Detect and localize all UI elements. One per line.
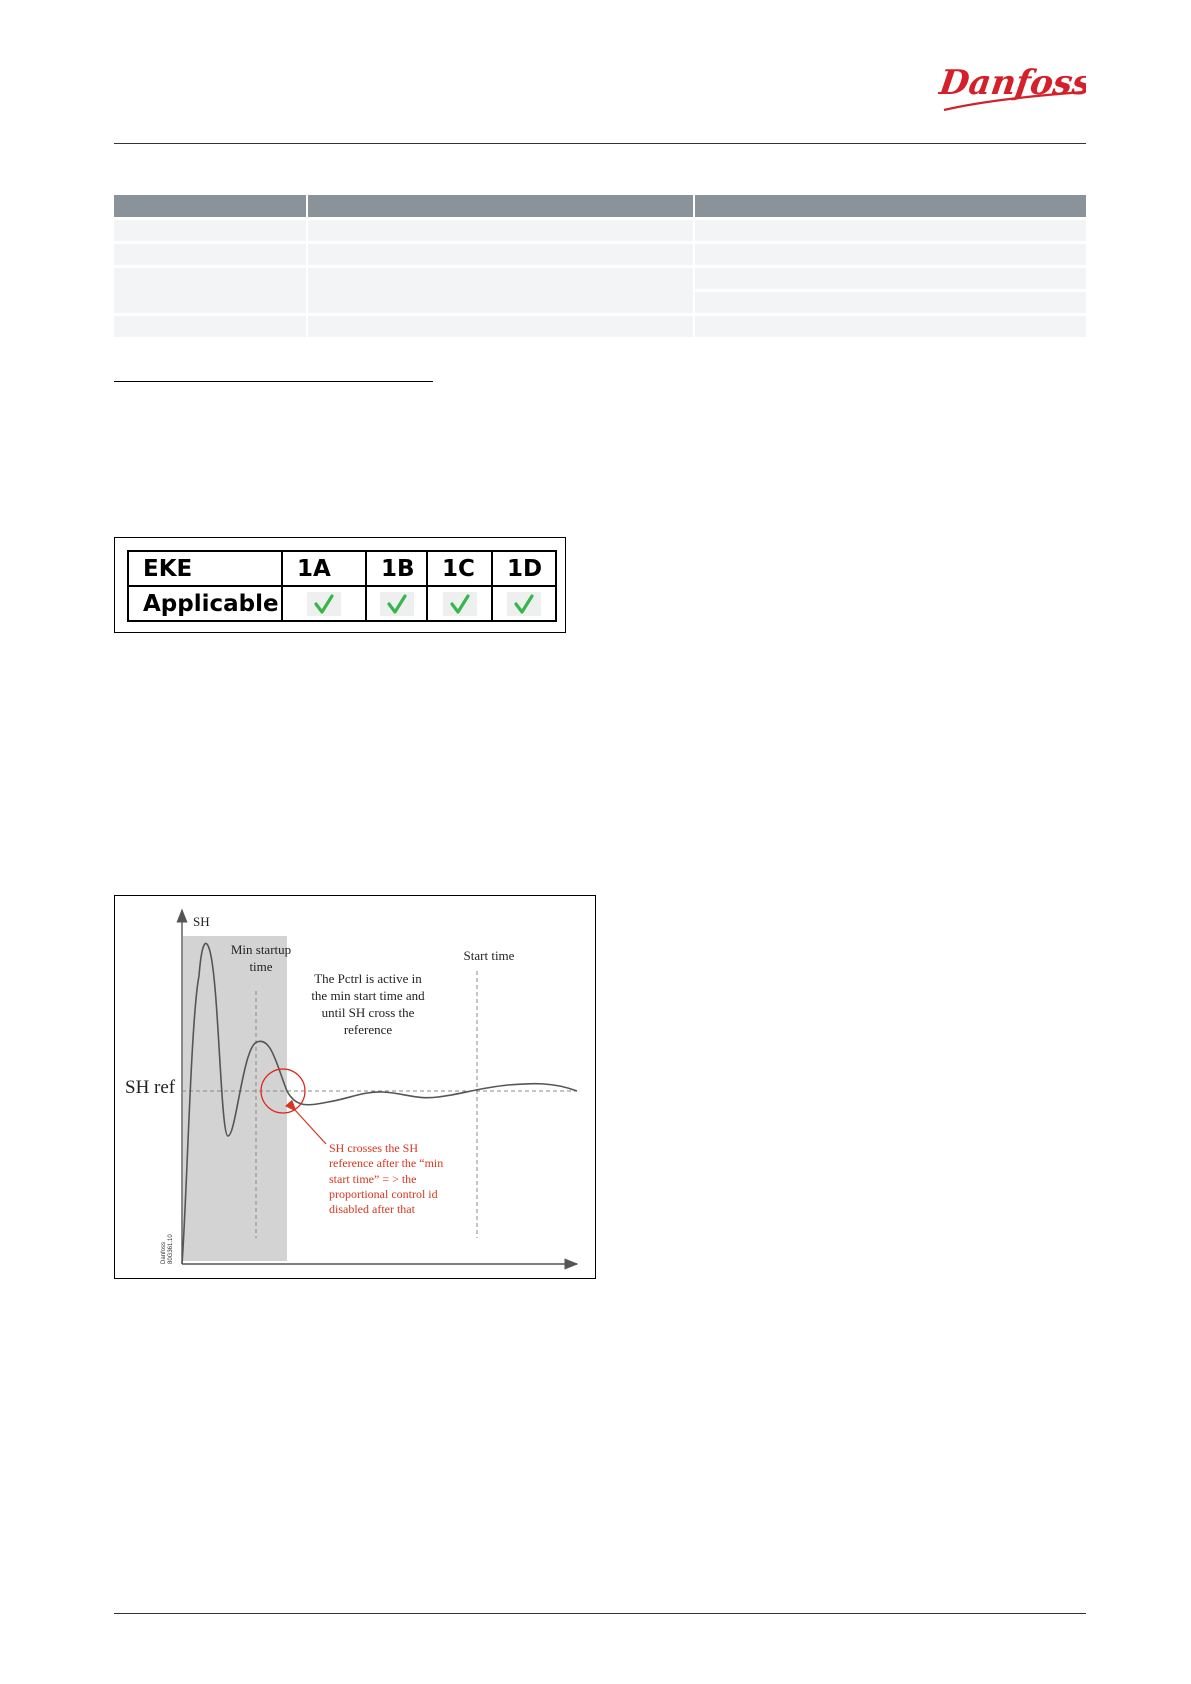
eke-applicability-box xyxy=(114,537,566,633)
red-note-line-5: disabled after that xyxy=(329,1202,415,1216)
eke-col-1d: 1D xyxy=(492,551,556,586)
red-note-line-1: SH crosses the SH xyxy=(329,1141,418,1155)
header-rule xyxy=(114,143,1086,144)
checkmark-icon xyxy=(307,592,341,616)
spec-table xyxy=(114,195,1086,337)
pctrl-note-line-2: the min start time and xyxy=(311,988,425,1003)
pctrl-note-line-3: until SH cross the xyxy=(321,1005,415,1020)
red-note-line-3: start time” = > the xyxy=(329,1172,417,1186)
checkmark-icon xyxy=(443,592,477,616)
eke-col-1a: 1A xyxy=(282,551,366,586)
eke-table xyxy=(127,550,557,622)
annotation-arrow xyxy=(295,1110,326,1144)
eke-col-1b: 1B xyxy=(366,551,427,586)
drawing-code-2: 80G361.10 xyxy=(168,1234,174,1264)
pctrl-note-line-4: reference xyxy=(343,1022,393,1037)
red-note-line-4: proportional control id xyxy=(329,1187,438,1201)
min-startup-label-2: time xyxy=(249,959,273,974)
superheat-startup-diagram xyxy=(114,895,596,1279)
drawing-code-1: Danfoss xyxy=(161,1241,167,1264)
table-row xyxy=(114,315,1086,338)
eke-applicable-row xyxy=(128,586,556,621)
red-note-line-2: reference after the “min xyxy=(329,1156,444,1170)
danfoss-logo xyxy=(938,52,1086,114)
y-axis-label: SH xyxy=(193,914,210,929)
table-row xyxy=(114,267,1086,291)
footer-rule xyxy=(114,1613,1086,1614)
applicable-label: Applicable xyxy=(128,586,282,621)
start-time-label: Start time xyxy=(463,948,515,963)
section-underline xyxy=(114,381,433,382)
sh-ref-label: SH ref xyxy=(125,1077,176,1098)
eke-label: EKE xyxy=(128,551,282,586)
min-startup-label-1: Min startup xyxy=(230,942,292,957)
pctrl-note-line-1: The Pctrl is active in xyxy=(314,971,422,986)
checkmark-icon xyxy=(380,592,414,616)
min-startup-zone xyxy=(183,936,287,1261)
eke-col-1c: 1C xyxy=(427,551,492,586)
table-row xyxy=(114,243,1086,267)
checkmark-icon xyxy=(507,592,541,616)
svg-text:Danfoss: Danfoss xyxy=(938,63,1086,103)
table-header-row xyxy=(114,195,1086,219)
eke-header-row xyxy=(128,551,556,586)
table-row xyxy=(114,219,1086,243)
